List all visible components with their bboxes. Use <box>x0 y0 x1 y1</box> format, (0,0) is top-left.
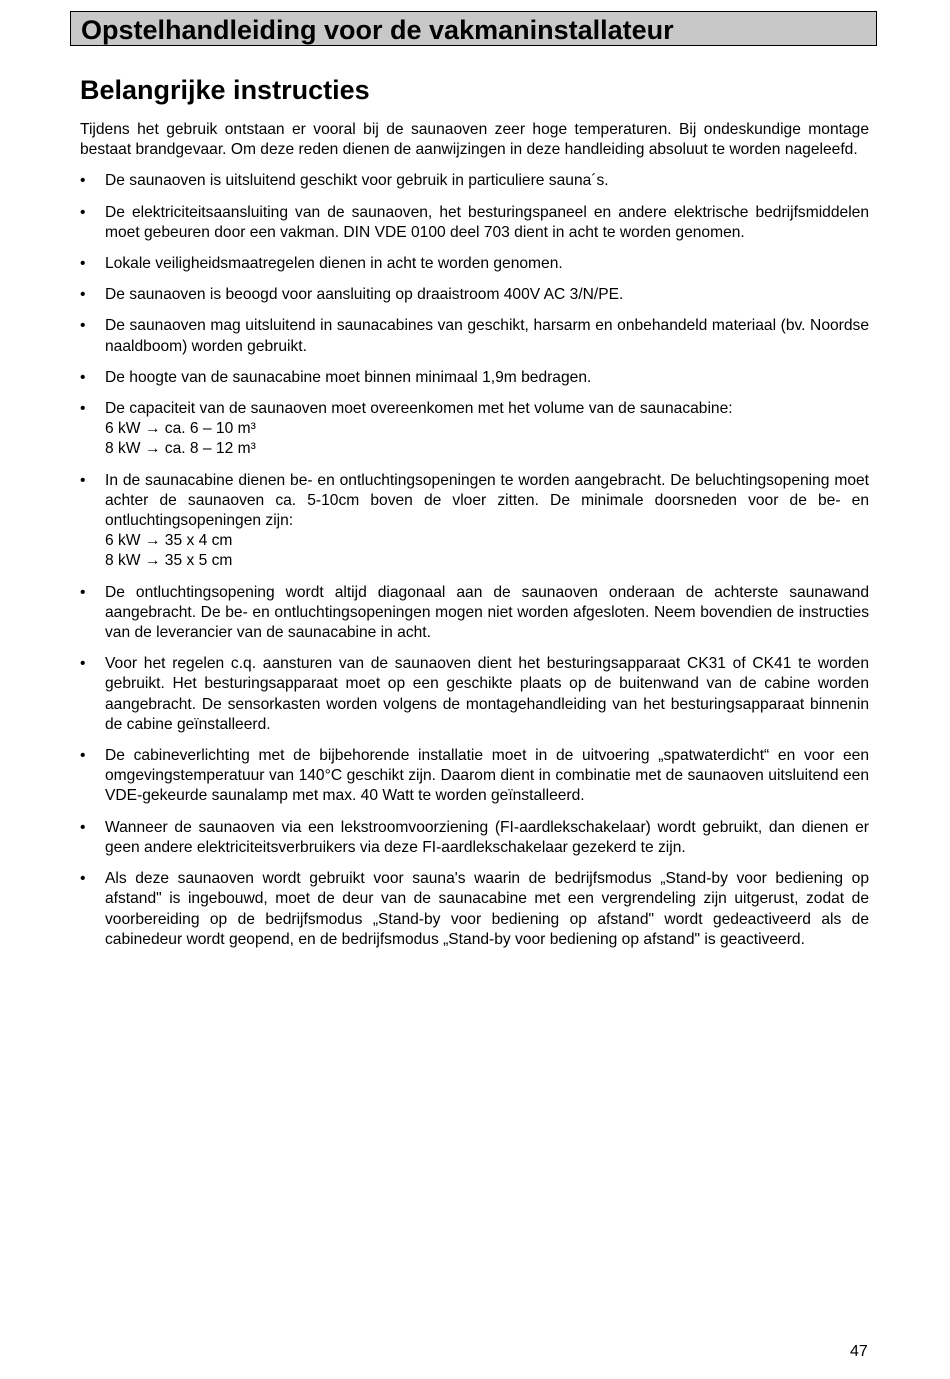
list-item <box>80 654 869 735</box>
opening-size-8kw: 8 kW → 35 x 5 cm <box>105 552 233 570</box>
bullet-icon: • <box>80 471 86 489</box>
page-header-bar <box>70 11 877 46</box>
list-item-text: De saunaoven mag uitsluitend in saunacabines van geschikt, harsarm en onbehandeld materiaal (bv. Noordse naaldboom) worden gebruikt. <box>105 317 869 355</box>
list-item <box>80 746 869 807</box>
list-item <box>80 254 869 274</box>
list-item <box>80 316 869 356</box>
instruction-list <box>80 171 869 950</box>
list-item-text: De saunaoven is beoogd voor aansluiting op draaistroom 400V AC 3/N/PE. <box>105 286 624 304</box>
list-item-text: De hoogte van de saunacabine moet binnen minimaal 1,9m bedragen. <box>105 368 592 386</box>
bullet-icon: • <box>80 747 86 765</box>
list-item-text: In de saunacabine dienen be- en ontluchtingsopeningen te worden aangebracht. De beluchtingsopening moet achter de saunaoven ca. 5-10cm boven de vloer zitten. De minimale doorsneden voor de be- en ontluchtingsopeningen zijn: <box>105 471 869 530</box>
list-item-text: Als deze saunaoven wordt gebruikt voor sauna's waarin de bedrijfsmodus „Stand-by voor bediening op afstand" is ingebouwd, moet de deur van de saunacabine met een vergrendeling zijn uitgerust, zodat de voorbereiding op de bedrijfsmodus „Stand-by voor bediening op afstand" wordt gedeactiveerd als de cabinedeur wordt geopend, en de bedrijfsmodus „Stand-by voor bediening op afstand" is geactiveerd. <box>105 870 869 948</box>
list-item-text: De elektriciteitsaansluiting van de saunaoven, het besturingspaneel en andere elektrische bedrijfsmiddelen moet gebeuren door een vakman. DIN VDE 0100 deel 703 dient in acht te worden genomen. <box>105 203 869 241</box>
list-item <box>80 471 869 572</box>
bullet-icon: • <box>80 203 86 221</box>
section-title: Belangrijke instructies <box>80 75 370 105</box>
main-content <box>80 70 869 961</box>
list-item-text: Wanneer de saunaoven via een lekstroomvoorziening (FI-aardlekschakelaar) wordt gebruikt, dan dienen er geen andere elektriciteitsverbruikers via deze FI-aardlekschakelaar gezekerd te zijn. <box>105 818 869 856</box>
list-item-text: De cabineverlichting met de bijbehorende installatie moet in de uitvoering „spatwaterdicht“ en voor een omgevingstemperatuur van 140°C geschikt zijn. Daarom dient in combinatie met de saunaoven uitsluitend een VDE-gekeurde saunalamp met max. 40 Watt te worden geïnstalleerd. <box>105 747 869 805</box>
list-item-text: De saunaoven is uitsluitend geschikt voor gebruik in particuliere sauna´s. <box>105 172 609 190</box>
bullet-icon: • <box>80 286 86 304</box>
intro-paragraph: Tijdens het gebruik ontstaan er vooral bij de saunaoven zeer hoge temperaturen. Bij ondeskundige montage bestaat brandgevaar. Om deze reden dienen de aanwijzingen in deze handleiding absoluut te worden nageleefd. <box>80 121 869 159</box>
bullet-icon: • <box>80 368 86 386</box>
bullet-icon: • <box>80 317 86 335</box>
capacity-line-6kw: 6 kW → ca. 6 – 10 m³ <box>105 420 256 438</box>
bullet-icon: • <box>80 255 86 273</box>
list-item <box>80 368 869 388</box>
list-item <box>80 583 869 644</box>
bullet-icon: • <box>80 583 86 601</box>
list-item-text: De capaciteit van de saunaoven moet overeenkomen met het volume van de saunacabine: <box>105 400 733 418</box>
bullet-icon: • <box>80 655 86 673</box>
page-number: 47 <box>850 1343 868 1360</box>
list-item <box>80 869 869 950</box>
opening-size-6kw: 6 kW → 35 x 4 cm <box>105 532 233 550</box>
list-item <box>80 818 869 858</box>
bullet-icon: • <box>80 818 86 836</box>
bullet-icon: • <box>80 400 86 418</box>
capacity-line-8kw: 8 kW → ca. 8 – 12 m³ <box>105 440 256 458</box>
bullet-icon: • <box>80 172 86 190</box>
list-item <box>80 203 869 243</box>
list-item-text: De ontluchtingsopening wordt altijd diagonaal aan de saunaoven onderaan de achterste saunawand aangebracht. De be- en ontluchtingsopeningen mogen niet worden afgesloten. Neem bovendien de instructies van de leverancier van de saunacabine in acht. <box>105 583 869 642</box>
bullet-icon: • <box>80 870 86 888</box>
list-item-text: Voor het regelen c.q. aansturen van de saunaoven dient het besturingsapparaat CK31 of CK41 te worden gebruikt. Het besturingsapparaat moet op een geschikte plaats op de buitenwand van de cabine worden aangebracht. De sensorkasten worden volgens de montagehandleiding van het besturingsapparaat binnenin de cabine geïnstalleerd. <box>105 655 869 733</box>
list-item-text: Lokale veiligheidsmaatregelen dienen in acht te worden genomen. <box>105 255 563 273</box>
list-item <box>80 171 869 191</box>
list-item <box>80 285 869 305</box>
list-item <box>80 399 869 460</box>
page-header-title: Opstelhandleiding voor de vakmaninstallateur <box>81 15 674 45</box>
